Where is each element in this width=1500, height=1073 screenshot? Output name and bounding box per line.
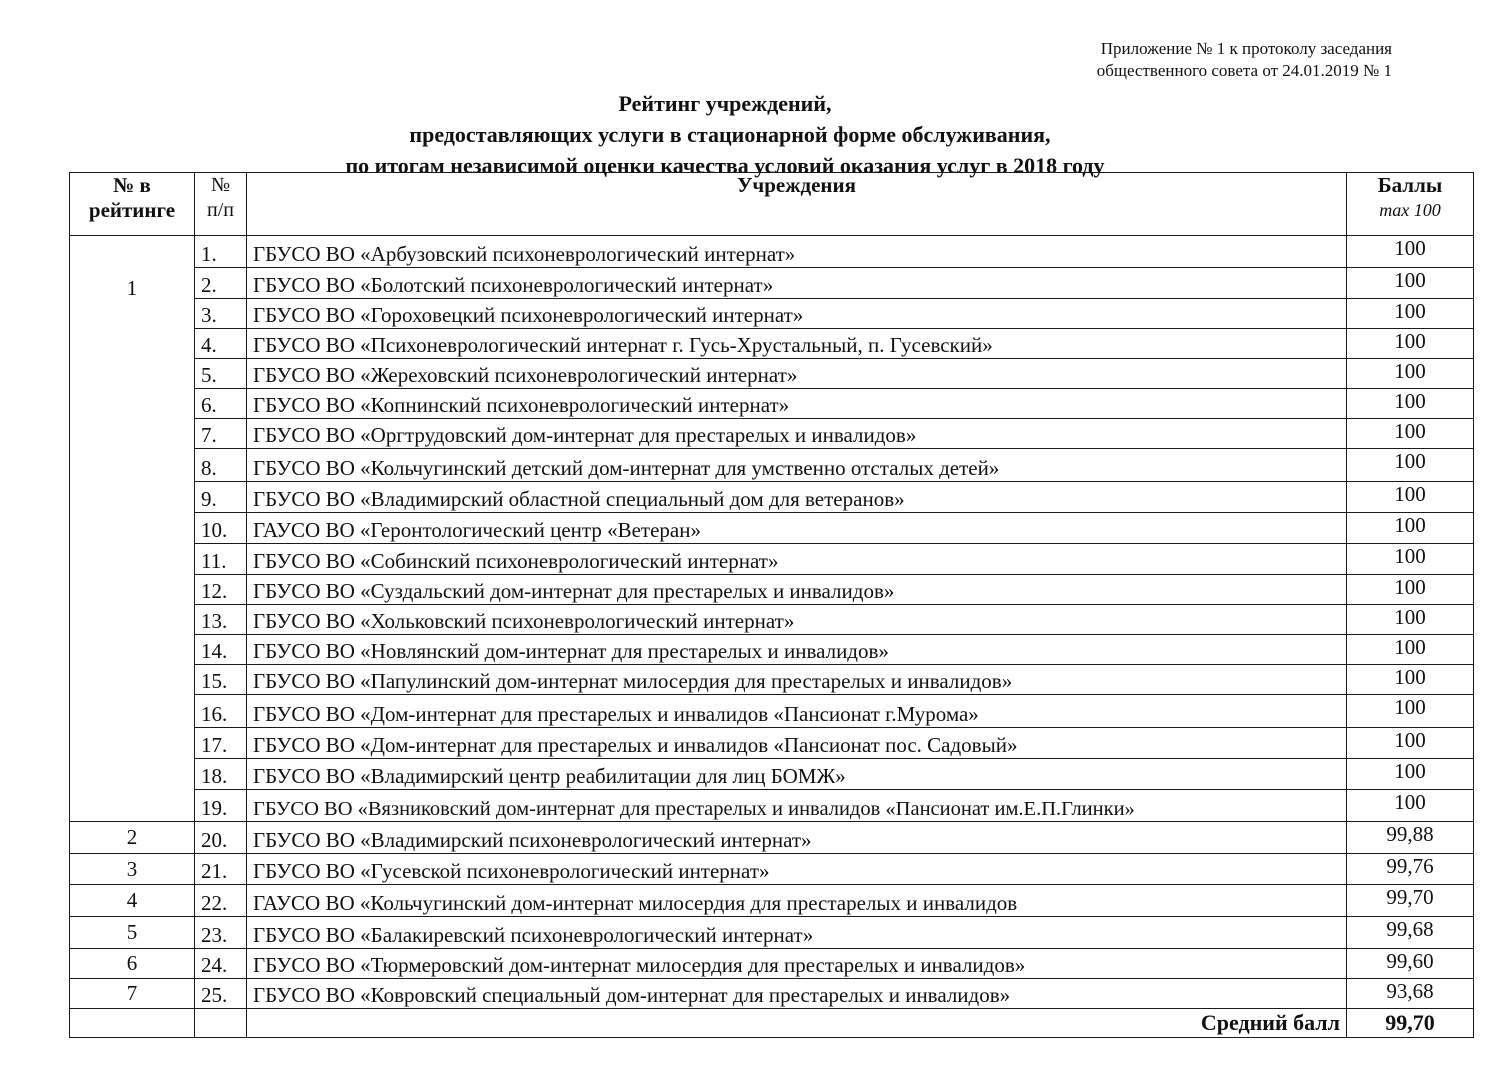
table-row [70,759,1474,790]
score-cell: 93,68 [1347,979,1474,1009]
average-row [70,1009,1474,1038]
table-row [70,728,1474,759]
table-row [70,389,1474,419]
table-row [70,635,1474,665]
score-cell: 100 [1347,759,1474,790]
number-cell: 11. [195,544,247,575]
table-row [70,299,1474,329]
score-cell: 100 [1347,790,1474,822]
score-cell: 100 [1347,544,1474,575]
number-cell: 6. [195,389,247,419]
header-score [1347,173,1474,236]
title-line-2: предоставляющих услуги в стационарной форме обслуживания, [409,122,1051,147]
institution-name-cell: ГБУСО ВО «Владимирский центр реабилитации для лиц БОМЖ» [247,759,1347,790]
number-cell: 2. [195,268,247,299]
table-row [70,236,1474,268]
score-cell: 100 [1347,299,1474,329]
institution-name-cell: ГБУСО ВО «Дом-интернат для престарелых и инвалидов «Пансионат пос. Садовый» [247,728,1347,759]
rank-cell: 1 [70,236,195,822]
score-cell: 100 [1347,728,1474,759]
table-row [70,917,1474,949]
institution-name-cell: ГБУСО ВО «Владимирский психоневрологический интернат» [247,822,1347,854]
number-cell: 9. [195,482,247,513]
institution-name-cell: ГБУСО ВО «Психоневрологический интернат г. Гусь-Хрустальный, п. Гусевский» [247,329,1347,359]
number-cell: 15. [195,665,247,695]
number-cell: 17. [195,728,247,759]
score-cell: 100 [1347,359,1474,389]
score-cell: 99,70 [1347,885,1474,917]
rating-table [69,172,1474,1038]
institution-name-cell: ГБУСО ВО «Арбузовский психоневрологический интернат» [247,236,1347,268]
number-cell: 3. [195,299,247,329]
table-row [70,790,1474,822]
header-rank [70,173,195,236]
score-cell: 100 [1347,635,1474,665]
table-row [70,695,1474,728]
score-cell: 100 [1347,329,1474,359]
table-row [70,575,1474,605]
score-cell: 99,88 [1347,822,1474,854]
number-cell: 24. [195,949,247,979]
number-cell: 22. [195,885,247,917]
score-cell: 100 [1347,268,1474,299]
rank-cell: 4 [70,885,195,917]
header-rank-line-2: рейтинге [88,198,176,222]
table-row [70,359,1474,389]
institution-name-cell: ГБУСО ВО «Папулинский дом-интернат милосердия для престарелых и инвалидов» [247,665,1347,695]
header-score-label: Баллы [1377,173,1443,197]
average-empty-rank [70,1009,195,1038]
appendix-line-1: Приложение № 1 к протоколу заседания [1100,39,1392,58]
table-row [70,949,1474,979]
institution-name-cell: ГБУСО ВО «Владимирский областной специальный дом для ветеранов» [247,482,1347,513]
score-cell: 100 [1347,665,1474,695]
score-cell: 99,68 [1347,917,1474,949]
table-row [70,329,1474,359]
institution-name-cell: ГБУСО ВО «Тюрмеровский дом-интернат милосердия для престарелых и инвалидов» [247,949,1347,979]
header-number-line-1: № [210,174,231,196]
title-line-3: по итогам независимой оценки качества условий оказания услуг в 2018 году [345,153,1105,178]
appendix-line-2: общественного совета от 24.01.2019 № 1 [1096,61,1392,80]
number-cell: 7. [195,419,247,449]
score-cell: 99,76 [1347,854,1474,885]
institution-name-cell: ГБУСО ВО «Ковровский специальный дом-интернат для престарелых и инвалидов» [247,979,1347,1009]
appendix-note [1097,38,1392,82]
institution-name-cell: ГАУСО ВО «Кольчугинский дом-интернат милосердия для престарелых и инвалидов [247,885,1347,917]
table-row [70,449,1474,482]
header-number-line-2: п/п [207,199,234,221]
table-row [70,513,1474,544]
table-row [70,268,1474,299]
average-empty-number [195,1009,247,1038]
number-cell: 4. [195,329,247,359]
number-cell: 8. [195,449,247,482]
title-line-1: Рейтинг учреждений, [618,91,832,116]
institution-name-cell: ГБУСО ВО «Жереховский психоневрологический интернат» [247,359,1347,389]
institution-name-cell: ГБУСО ВО «Копнинский психоневрологический интернат» [247,389,1347,419]
score-cell: 100 [1347,419,1474,449]
table-row [70,854,1474,885]
header-institutions: Учреждения [247,173,1347,236]
number-cell: 19. [195,790,247,822]
institution-name-cell: ГБУСО ВО «Суздальский дом-интернат для престарелых и инвалидов» [247,575,1347,605]
number-cell: 20. [195,822,247,854]
number-cell: 12. [195,575,247,605]
table-row [70,482,1474,513]
rank-cell: 2 [70,822,195,854]
header-score-max: max 100 [1379,200,1441,220]
score-cell: 100 [1347,695,1474,728]
number-cell: 25. [195,979,247,1009]
institution-name-cell: ГБУСО ВО «Оргтрудовский дом-интернат для престарелых и инвалидов» [247,419,1347,449]
score-cell: 100 [1347,389,1474,419]
institution-name-cell: ГБУСО ВО «Кольчугинский детский дом-интернат для умственно отсталых детей» [247,449,1347,482]
institution-name-cell: ГБУСО ВО «Новлянский дом-интернат для престарелых и инвалидов» [247,635,1347,665]
number-cell: 1. [195,236,247,268]
number-cell: 18. [195,759,247,790]
rank-cell: 6 [70,949,195,979]
score-cell: 100 [1347,449,1474,482]
score-cell: 99,60 [1347,949,1474,979]
table-row [70,419,1474,449]
number-cell: 10. [195,513,247,544]
average-score: 99,70 [1347,1009,1474,1038]
number-cell: 23. [195,917,247,949]
institution-name-cell: ГБУСО ВО «Гусевской психоневрологический интернат» [247,854,1347,885]
table-row [70,665,1474,695]
institution-name-cell: ГАУСО ВО «Геронтологический центр «Ветеран» [247,513,1347,544]
table-row [70,544,1474,575]
number-cell: 5. [195,359,247,389]
score-cell: 100 [1347,513,1474,544]
table-row [70,979,1474,1009]
institution-name-cell: ГБУСО ВО «Дом-интернат для престарелых и инвалидов «Пансионат г.Мурома» [247,695,1347,728]
rank-cell: 5 [70,917,195,949]
rank-cell: 3 [70,854,195,885]
institution-name-cell: ГБУСО ВО «Болотский психоневрологический интернат» [247,268,1347,299]
number-cell: 13. [195,605,247,635]
institution-name-cell: ГБУСО ВО «Балакиревский психоневрологический интернат» [247,917,1347,949]
institution-name-cell: ГБУСО ВО «Гороховецкий психоневрологический интернат» [247,299,1347,329]
header-rank-line-1: № в [113,173,151,197]
table-header-row [70,173,1474,236]
institution-name-cell: ГБУСО ВО «Хольковский психоневрологический интернат» [247,605,1347,635]
score-cell: 100 [1347,236,1474,268]
number-cell: 16. [195,695,247,728]
score-cell: 100 [1347,482,1474,513]
institution-name-cell: ГБУСО ВО «Вязниковский дом-интернат для престарелых и инвалидов «Пансионат им.Е.П.Глинки» [247,790,1347,822]
header-number [195,173,247,236]
table-row [70,605,1474,635]
average-label: Средний балл [247,1009,1347,1038]
table-row [70,822,1474,854]
rank-cell: 7 [70,979,195,1009]
score-cell: 100 [1347,575,1474,605]
institution-name-cell: ГБУСО ВО «Собинский психоневрологический интернат» [247,544,1347,575]
document-title [230,88,1230,181]
table-row [70,885,1474,917]
number-cell: 14. [195,635,247,665]
number-cell: 21. [195,854,247,885]
score-cell: 100 [1347,605,1474,635]
